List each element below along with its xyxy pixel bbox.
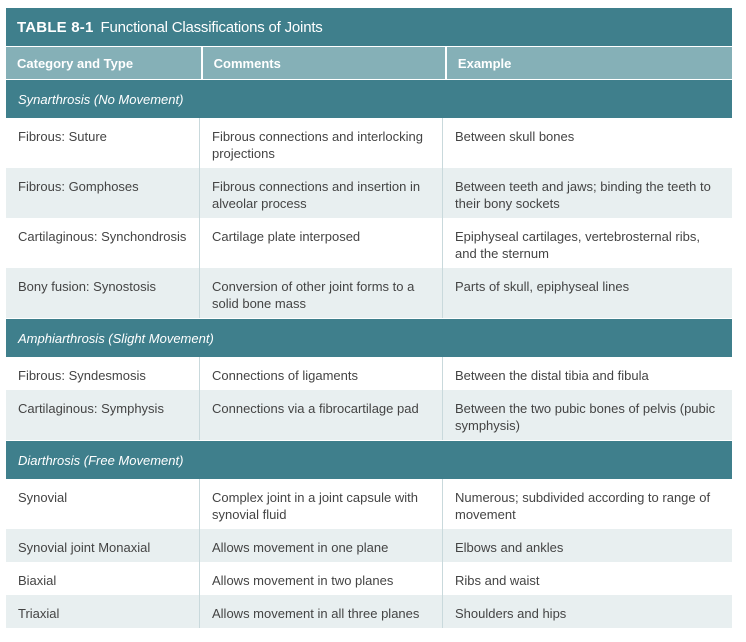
table-row xyxy=(6,168,732,218)
table-row xyxy=(6,529,732,562)
table-row xyxy=(6,268,732,318)
category-cell: Bony fusion: Synostosis xyxy=(18,279,157,294)
comments-cell: Fibrous connections and insertion in alveolar process xyxy=(199,168,442,218)
example-cell: Shoulders and hips xyxy=(442,595,730,628)
example-cell: Elbows and ankles xyxy=(442,529,730,562)
column-header-example: Example xyxy=(445,47,732,79)
table-row xyxy=(6,562,732,595)
category-cell: Fibrous: Gomphoses xyxy=(18,179,139,194)
table-title: Functional Classifications of Joints xyxy=(100,18,323,36)
example-cell: Between skull bones xyxy=(442,118,730,168)
category-cell: Fibrous: Syndesmosis xyxy=(18,368,146,383)
example-cell: Between teeth and jaws; binding the teeth to their bony sockets xyxy=(442,168,730,218)
example-cell: Ribs and waist xyxy=(442,562,730,595)
table-row xyxy=(6,390,732,440)
example-cell: Numerous; subdivided according to range of movement xyxy=(442,479,730,529)
table-row xyxy=(6,479,732,529)
category-cell: Synovial xyxy=(18,490,68,505)
column-header-row xyxy=(6,46,732,79)
comments-cell: Cartilage plate interposed xyxy=(199,218,442,268)
section-heading: Synarthrosis (No Movement) xyxy=(6,79,732,118)
section-heading: Diarthrosis (Free Movement) xyxy=(6,440,732,479)
comments-cell: Conversion of other joint forms to a solid bone mass xyxy=(199,268,442,318)
column-header-comments: Comments xyxy=(201,47,445,79)
table-row xyxy=(6,357,732,390)
table-row xyxy=(6,118,732,168)
comments-cell: Connections via a fibrocartilage pad xyxy=(199,390,442,440)
table-number: TABLE 8-1 xyxy=(17,18,94,36)
category-cell: Cartilaginous: Synchondrosis xyxy=(18,229,187,244)
category-cell: Triaxial xyxy=(18,606,60,621)
column-header-category: Category and Type xyxy=(17,55,134,71)
section-heading: Amphiarthrosis (Slight Movement) xyxy=(6,318,732,357)
category-cell: Biaxial xyxy=(18,573,57,588)
category-cell: Cartilaginous: Symphysis xyxy=(18,401,164,416)
comments-cell: Allows movement in all three planes xyxy=(199,595,442,628)
comments-cell: Fibrous connections and interlocking projections xyxy=(199,118,442,168)
comments-cell: Allows movement in one plane xyxy=(199,529,442,562)
table-row xyxy=(6,218,732,268)
example-cell: Parts of skull, epiphyseal lines xyxy=(442,268,730,318)
table-row xyxy=(6,595,732,628)
example-cell: Between the two pubic bones of pelvis (pubic symphysis) xyxy=(442,390,730,440)
example-cell: Between the distal tibia and fibula xyxy=(442,357,730,390)
comments-cell: Connections of ligaments xyxy=(199,357,442,390)
comments-cell: Complex joint in a joint capsule with synovial fluid xyxy=(199,479,442,529)
comments-cell: Allows movement in two planes xyxy=(199,562,442,595)
category-cell: Synovial joint Monaxial xyxy=(18,540,151,555)
table-title-bar xyxy=(6,8,732,46)
category-cell: Fibrous: Suture xyxy=(18,129,107,144)
example-cell: Epiphyseal cartilages, vertebrosternal ribs, and the sternum xyxy=(442,218,730,268)
joints-table xyxy=(6,8,732,628)
